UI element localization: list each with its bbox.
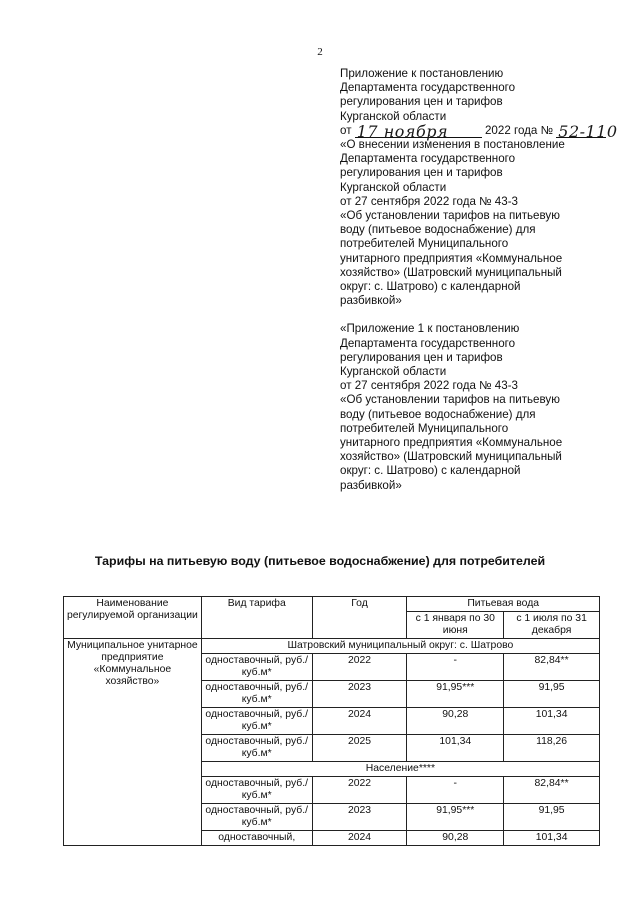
- appendix-line: хозяйство» (Шатровский муниципальный: [340, 265, 562, 279]
- appendix-line: потребителей Муниципального: [340, 237, 509, 251]
- appendix-line: Департамента государственного: [340, 152, 516, 166]
- cell-p1: 91,95***: [407, 804, 504, 831]
- handwritten-date: 17 ноября: [356, 121, 449, 141]
- appendix-line: регулирования цен и тарифов: [340, 350, 503, 364]
- cell-year: 2023: [312, 804, 407, 831]
- header-year: Год: [312, 597, 407, 639]
- section-label: Население****: [201, 762, 599, 777]
- cell-p1: -: [407, 777, 504, 804]
- appendix-line: округ: с. Шатрово) с календарной: [340, 280, 521, 294]
- section-label: Шатровский муниципальный округ: с. Шатрово: [201, 639, 599, 654]
- appendix-line: Департамента государственного: [340, 81, 516, 95]
- appendix-line: Курганской области: [340, 180, 447, 194]
- appendix-line: «О внесении изменения в постановление: [340, 138, 565, 152]
- appendix-line: «Приложение 1 к постановлению: [340, 322, 520, 336]
- appendix-line: разбивкой»: [340, 294, 402, 308]
- cell-p2: 118,26: [504, 735, 600, 762]
- appendix-line: округ: с. Шатрово) с календарной: [340, 464, 521, 478]
- appendix-line: воду (питьевое водоснабжение) для: [340, 223, 536, 237]
- appendix-line: разбивкой»: [340, 478, 402, 492]
- header-type: Вид тарифа: [201, 597, 312, 639]
- appendix-line: от 27 сентября 2022 года № 43-3: [340, 194, 519, 208]
- cell-year: 2024: [312, 831, 407, 846]
- appendix-line: Приложение к постановлению: [340, 67, 504, 80]
- appendix-line: унитарного предприятия «Коммунальное: [340, 251, 563, 265]
- cell-type: одноставочный, руб./куб.м*: [201, 804, 312, 831]
- appendix-line: хозяйство» (Шатровский муниципальный: [340, 450, 562, 464]
- cell-year: 2023: [312, 681, 407, 708]
- cell-p1: -: [407, 654, 504, 681]
- header-period1: с 1 января по 30 июня: [407, 612, 504, 639]
- cell-p1: 90,28: [407, 831, 504, 846]
- org-name: Муниципальное унитарное предприятие «Коммунальное хозяйство»: [64, 639, 202, 846]
- cell-p2: 91,95: [504, 681, 600, 708]
- cell-year: 2025: [312, 735, 407, 762]
- cell-year: 2022: [312, 777, 407, 804]
- appendix-line: от 27 сентября 2022 года № 43-3: [340, 379, 519, 393]
- appendix-line: Курганской области: [340, 365, 447, 379]
- section-row: [64, 639, 600, 654]
- cell-p2: 82,84**: [504, 654, 600, 681]
- date-year: 2022 года №: [484, 123, 554, 137]
- cell-p2: 82,84**: [504, 777, 600, 804]
- cell-type: одноставочный, руб./куб.м*: [201, 708, 312, 735]
- cell-year: 2024: [312, 708, 407, 735]
- appendix-line: регулирования цен и тарифов: [340, 95, 503, 109]
- cell-type: одноставочный, руб./куб.м*: [201, 777, 312, 804]
- header-period2: с 1 июля по 31 декабря: [504, 612, 600, 639]
- cell-type: одноставочный,: [201, 831, 312, 846]
- appendix-line: потребителей Муниципального: [340, 421, 509, 435]
- cell-p1: 90,28: [407, 708, 504, 735]
- table-header-row: [64, 597, 600, 612]
- cell-type: одноставочный, руб./куб.м*: [201, 654, 312, 681]
- date-prefix: от: [340, 123, 352, 137]
- cell-p1: 91,95***: [407, 681, 504, 708]
- appendix-line: Департамента государственного: [340, 336, 516, 350]
- header-water: Питьевая вода: [407, 597, 600, 612]
- appendix-line: «Об установлении тарифов на питьевую: [340, 209, 560, 223]
- cell-p1: 101,34: [407, 735, 504, 762]
- cell-p2: 91,95: [504, 804, 600, 831]
- cell-p2: 101,34: [504, 831, 600, 846]
- appendix-line: унитарного предприятия «Коммунальное: [340, 436, 563, 450]
- cell-type: одноставочный, руб./куб.м*: [201, 681, 312, 708]
- appendix-line: Курганской области: [340, 109, 447, 123]
- appendix-line: воду (питьевое водоснабжение) для: [340, 407, 536, 421]
- cell-year: 2022: [312, 654, 407, 681]
- table-title: Тарифы на питьевую воду (питьевое водоснабжение) для потребителей: [94, 554, 546, 568]
- cell-p2: 101,34: [504, 708, 600, 735]
- appendix-block: [340, 67, 620, 493]
- header-org: Наименование регулируемой организации: [64, 597, 202, 639]
- appendix-line: «Об установлении тарифов на питьевую: [340, 393, 560, 407]
- handwritten-number: 52-110: [558, 121, 618, 141]
- date-line: [340, 121, 620, 141]
- appendix-line: регулирования цен и тарифов: [340, 166, 503, 180]
- page-number: 2: [317, 46, 323, 58]
- cell-type: одноставочный, руб./куб.м*: [201, 735, 312, 762]
- tariff-table: [63, 596, 600, 846]
